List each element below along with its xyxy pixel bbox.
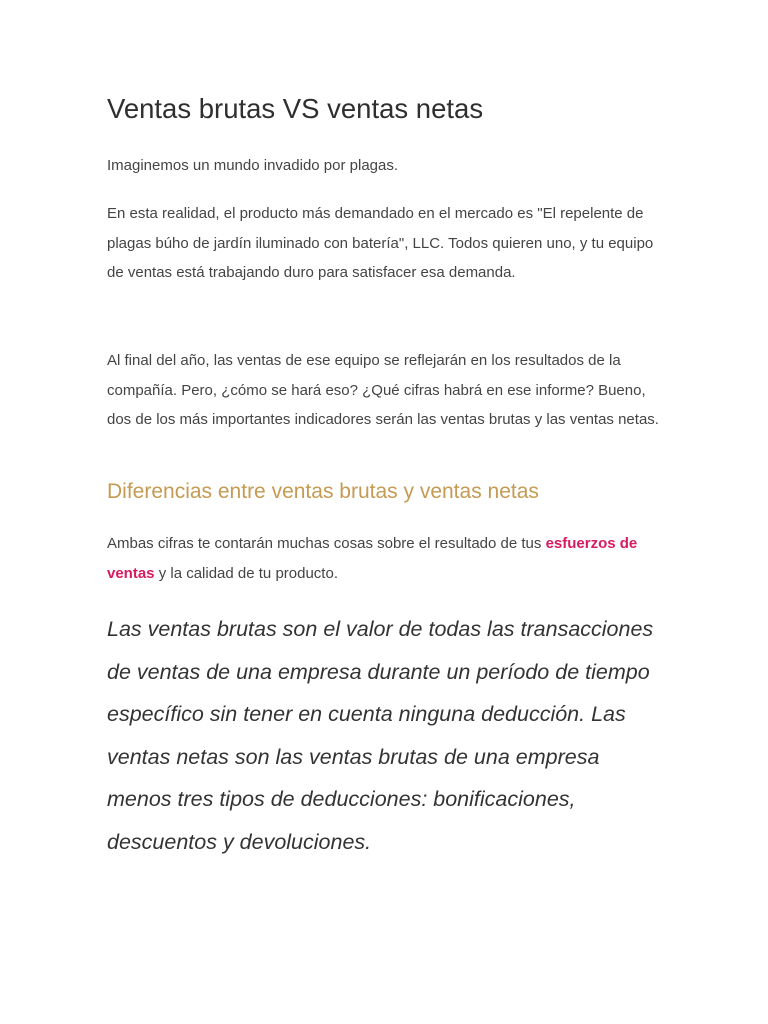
figures-paragraph xyxy=(107,529,667,588)
figures-text-after: y la calidad de tu producto. xyxy=(154,564,338,582)
product-paragraph: En esta realidad, el producto más demandado en el mercado es "El repelente de plagas búho de jardín iluminado con batería", LLC. Todos quieren uno, y tu equipo de ventas está trabajando duro para satisfacer esa demanda. xyxy=(107,205,654,281)
results-paragraph: Al final del año, las ventas de ese equipo se reflejarán en los resultados de la compañía. Pero, ¿cómo se hará eso? ¿Qué cifras habrá en ese informe? Bueno, dos de los más importantes indicadores serán las ventas brutas y las ventas netas. xyxy=(107,352,659,428)
sales-efforts-link[interactable]: esfuerzos de ventas xyxy=(107,535,638,582)
section-heading: Diferencias entre ventas brutas y ventas netas xyxy=(107,480,539,503)
article-title: Ventas brutas VS ventas netas xyxy=(107,93,484,124)
intro-paragraph: Imaginemos un mundo invadido por plagas. xyxy=(107,157,399,174)
figures-text-before: Ambas cifras te contarán muchas cosas sobre el resultado de tus xyxy=(107,535,546,552)
definition-quote: Las ventas brutas son el valor de todas las transacciones de ventas de una empresa durante un período de tiempo específico sin tener en cuenta ninguna deducción. Las ventas netas son las ventas brutas de una empresa menos tres tipos de deducciones: bonificaciones, descuentos y devoluciones. xyxy=(107,617,654,854)
